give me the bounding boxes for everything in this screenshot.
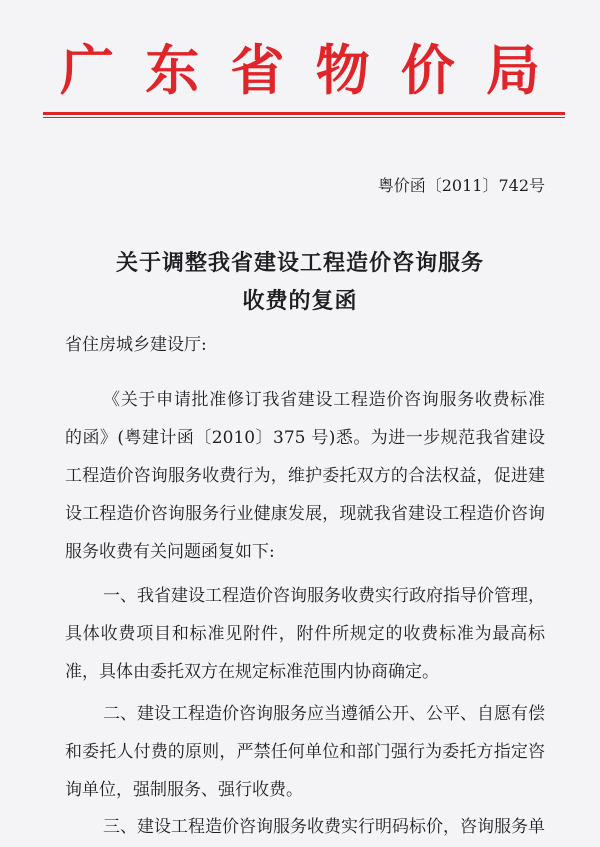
body-line: 和委托人付费的原则，严禁任何单位和部门强行为委托方指定咨 <box>65 742 545 762</box>
body-line: 的函》(粤建计函〔2010〕375 号)悉。为进一步规范我省建设 <box>65 428 545 448</box>
body-line: 设工程造价咨询服务行业健康发展，现就我省建设工程造价咨询 <box>65 504 545 524</box>
issuer-header <box>60 38 540 102</box>
header-char: 价 <box>400 38 455 102</box>
body-line: 一、我省建设工程造价咨询服务收费实行政府指导价管理， <box>103 586 545 606</box>
header-red-rule <box>43 112 565 118</box>
document-number: 粤价函〔2011〕742号 <box>377 176 545 195</box>
header-char: 广 <box>60 38 114 102</box>
body-line: 三、建设工程造价咨询服务收费实行明码标价，咨询服务单 <box>103 817 545 837</box>
doc-title-line-1: 关于调整我省建设工程造价咨询服务 <box>115 250 484 276</box>
header-char: 局 <box>485 38 540 102</box>
body-line: 二、建设工程造价咨询服务应当遵循公开、公平、自愿有偿 <box>103 704 545 724</box>
doc-title-line-2: 收费的复函 <box>242 288 358 314</box>
recipient: 省住房城乡建设厅: <box>65 335 207 355</box>
header-char: 物 <box>315 38 370 102</box>
header-char: 东 <box>145 38 200 102</box>
body-line: 工程造价咨询服务收费行为，维护委托双方的合法权益，促进建 <box>65 466 545 486</box>
header-char: 省 <box>230 38 285 102</box>
body-line: 具体收费项目和标准见附件，附件所规定的收费标准为最高标 <box>65 624 545 644</box>
body-line: 《关于申请批准修订我省建设工程造价咨询服务收费标准 <box>103 390 545 410</box>
body-line: 服务收费有关问题函复如下: <box>65 542 275 562</box>
body-line: 准，具体由委托双方在规定标准范围内协商确定。 <box>65 662 439 682</box>
body-line: 询单位，强制服务、强行收费。 <box>65 780 303 800</box>
